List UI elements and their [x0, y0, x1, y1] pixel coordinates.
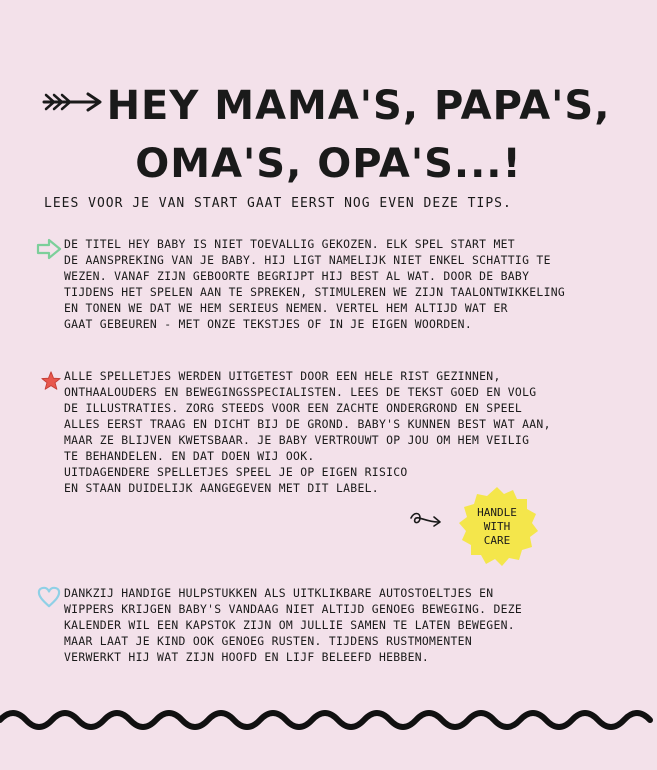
paragraph-line: UITDAGENDERE SPELLETJES SPEEL JE OP EIGEN RISICO	[64, 465, 408, 479]
paragraph-line: ONTHAALOUDERS EN BEWEGINGSSPECIALISTEN. LEES DE TEKST GOED EN VOLG	[64, 385, 537, 399]
heart-icon	[36, 586, 62, 608]
paragraph-line: ALLES EERST TRAAG EN DICHT BIJ DE GROND. BABY'S KUNNEN BEST WAT AAN,	[64, 417, 551, 431]
label-line: WITH	[483, 520, 511, 533]
wave-divider	[0, 700, 657, 736]
paragraph-line: WIPPERS KRIJGEN BABY'S VANDAAG NIET ALTIJD GENOEG BEWEGING. DEZE	[64, 602, 523, 616]
tip-paragraph-rest	[64, 585, 644, 665]
label-line: HANDLE	[477, 506, 517, 519]
page-title-line-1: HEY MAMA'S, PAPA'S,	[106, 83, 611, 129]
handle-with-care-label	[454, 506, 540, 548]
paragraph-line: MAAR LAAT JE KIND OOK GENOEG RUSTEN. TIJDENS RUSTMOMENTEN	[64, 634, 472, 648]
paragraph-line: DE ILLUSTRATIES. ZORG STEEDS VOOR EEN ZACHTE ONDERGROND EN SPEEL	[64, 401, 523, 415]
page-title-line-2: OMA'S, OPA'S...!	[135, 141, 522, 187]
paragraph-line: EN TONEN WE DAT WE HEM SERIEUS NEMEN. VERTEL HEM ALTIJD WAT ER	[64, 301, 508, 315]
star-icon	[38, 370, 64, 392]
intro-text: LEES VOOR JE VAN START GAAT EERST NOG EVEN DEZE TIPS.	[44, 196, 512, 211]
paragraph-line: ALLE SPELLETJES WERDEN UITGETEST DOOR EEN HELE RIST GEZINNEN,	[64, 369, 501, 383]
paragraph-line: GAAT GEBEUREN - MET ONZE TEKSTJES OF IN JE EIGEN WOORDEN.	[64, 317, 472, 331]
paragraph-line: TIJDENS HET SPELEN AAN TE SPREKEN, STIMULEREN WE ZIJN TAALONTWIKKELING	[64, 285, 566, 299]
paragraph-line: VERWERKT HIJ WAT ZIJN HOOFD EN LIJF BELEEFD HEBBEN.	[64, 650, 430, 664]
tip-paragraph-title	[64, 236, 644, 332]
paragraph-line: WEZEN. VANAF ZIJN GEBOORTE BEGRIJPT HIJ BEST AL WAT. DOOR DE BABY	[64, 269, 530, 283]
tip-paragraph-safety	[64, 368, 644, 496]
paragraph-line: DE TITEL HEY BABY IS NIET TOEVALLIG GEKOZEN. ELK SPEL START MET	[64, 237, 515, 251]
squiggle-arrow-icon	[408, 510, 448, 532]
arrow-icon	[36, 238, 62, 260]
paragraph-line: MAAR ZE BLIJVEN KWETSBAAR. JE BABY VERTROUWT OP JOU OM HEM VEILIG	[64, 433, 530, 447]
label-line: CARE	[483, 534, 511, 547]
paragraph-line: KALENDER WIL EEN KAPSTOK ZIJN OM JULLIE SAMEN TE LATEN BEWEGEN.	[64, 618, 515, 632]
paragraph-line: DE AANSPREKING VAN JE BABY. HIJ LIGT NAMELIJK NIET ENKEL SCHATTIG TE	[64, 253, 551, 267]
paragraph-line: DANKZIJ HANDIGE HULPSTUKKEN ALS UITKLIKBARE AUTOSTOELTJES EN	[64, 586, 494, 600]
paragraph-line: EN STAAN DUIDELIJK AANGEGEVEN MET DIT LABEL.	[64, 481, 379, 495]
paragraph-line: TE BEHANDELEN. EN DAT DOEN WIJ OOK.	[64, 449, 315, 463]
